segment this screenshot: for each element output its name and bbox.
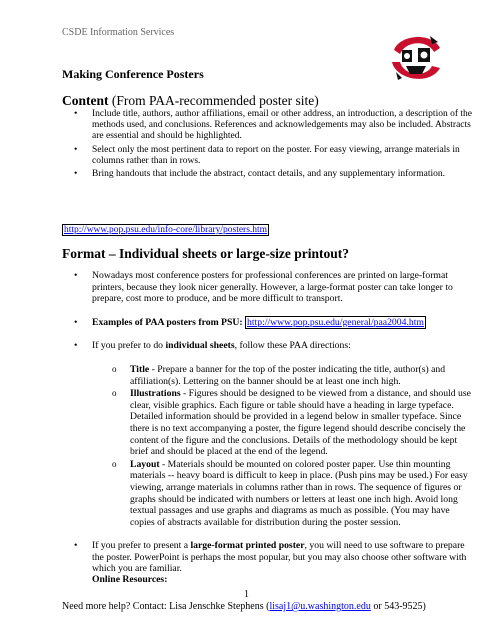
sub-item-label: Illustrations — [130, 388, 181, 400]
sub-list-item — [130, 364, 472, 387]
posters-link[interactable]: http://www.pop.psu.edu/info-core/library/posters.htm — [64, 225, 268, 235]
document-title: Making Conference Posters — [62, 67, 204, 81]
list-item: • Bring handouts that include the abstract, contact details, and any supplementary information. — [92, 169, 472, 180]
online-resources-heading: Online Resources: — [92, 574, 168, 585]
footer-phone: or 543-9525) — [370, 601, 426, 612]
page-number: 1 — [244, 589, 249, 600]
list-item: • Nowadays most conference posters for professional conferences are printed on large-format printers, because they look nicer generally. However, a large-format poster can take longer to prepare, cost more to produce, and be more difficult to transport. — [92, 270, 472, 305]
content-heading-bold: Content — [62, 93, 109, 108]
list-item — [92, 317, 472, 329]
list-item — [92, 340, 472, 528]
contact-email-link[interactable]: lisaj1@u.washington.edu — [269, 601, 371, 612]
footer-text: Need more help? Contact: Lisa Jenschke Stephens ( — [62, 601, 270, 612]
examples-label: Examples of PAA posters from PSU: — [92, 316, 246, 328]
list-item: • Include title, authors, author affiliations, email or other address, an introduction, a description of the methods used, and conclusions. References and acknowledgements may also be included. Abstracts are essential and should be highlighted. — [92, 109, 472, 143]
content-heading-rest: (From PAA-recommended poster site) — [108, 93, 319, 108]
sub-list-item — [130, 388, 472, 458]
list-item — [92, 540, 472, 575]
format-heading: Format – Individual sheets or large-size printout? — [62, 246, 349, 261]
sub-item-label: Title — [130, 363, 150, 375]
csde-logo — [386, 28, 446, 88]
paa-directions-list — [92, 364, 472, 528]
sub-item-text: - Prepare a banner for the top of the poster indicating the title, author(s) and affiliation(s). Lettering on the banner should be at least one inch high. — [130, 363, 446, 387]
individual-sheets-pre: If you prefer to do — [92, 340, 166, 352]
sub-item-label: Layout — [130, 458, 160, 470]
sub-list-item — [130, 459, 472, 529]
format-bullet-list — [62, 270, 472, 575]
sub-item-text: - Materials should be mounted on colored poster paper. Use thin mounting materials -- heavy board is difficult to keep in place. (Push pins may be used.) For easy viewing, arrange materials in columns rather than in rows. The sequence of figures or graphs should be indicated with numbers or letters at least one inch high. Avoid long textual passages and use graphs and diagrams as much as possible. (You may have copies of abstracts available for distribution during the poster session. — [130, 458, 468, 528]
paa-examples-link[interactable]: http://www.pop.psu.edu/general/paa2004.htm — [247, 316, 424, 328]
sub-item-text: - Figures should be designed to be viewed from a distance, and should use clear, visible graphics. Each figure or table should have a heading in large typeface. Detailed information should be provided in a legend below in smaller typeface. Since there is no text accompanying a poster, the figure legend should describe concisely the content of the figure and the conclusions. Details of the methodology should be kept brief and should be placed at the end of the legend. — [130, 388, 471, 458]
large-format-bold: large-format printed poster — [190, 540, 305, 552]
content-bullet-list — [62, 107, 472, 180]
page-footer — [62, 601, 426, 612]
page-header: CSDE Information Services — [62, 27, 175, 38]
list-item: • Select only the most pertinent data to report on the poster. For easy viewing, arrange materials in columns rather than in rows. — [92, 145, 472, 167]
large-format-pre: If you prefer to present a — [92, 540, 191, 552]
individual-sheets-bold: individual sheets — [165, 340, 235, 352]
individual-sheets-post: , follow these PAA directions: — [234, 340, 351, 352]
large-format-post: , you will need to use software to prepare the poster. PowerPoint is perhaps the most popular, but you may also choose other software with which you are familiar. — [92, 540, 467, 575]
